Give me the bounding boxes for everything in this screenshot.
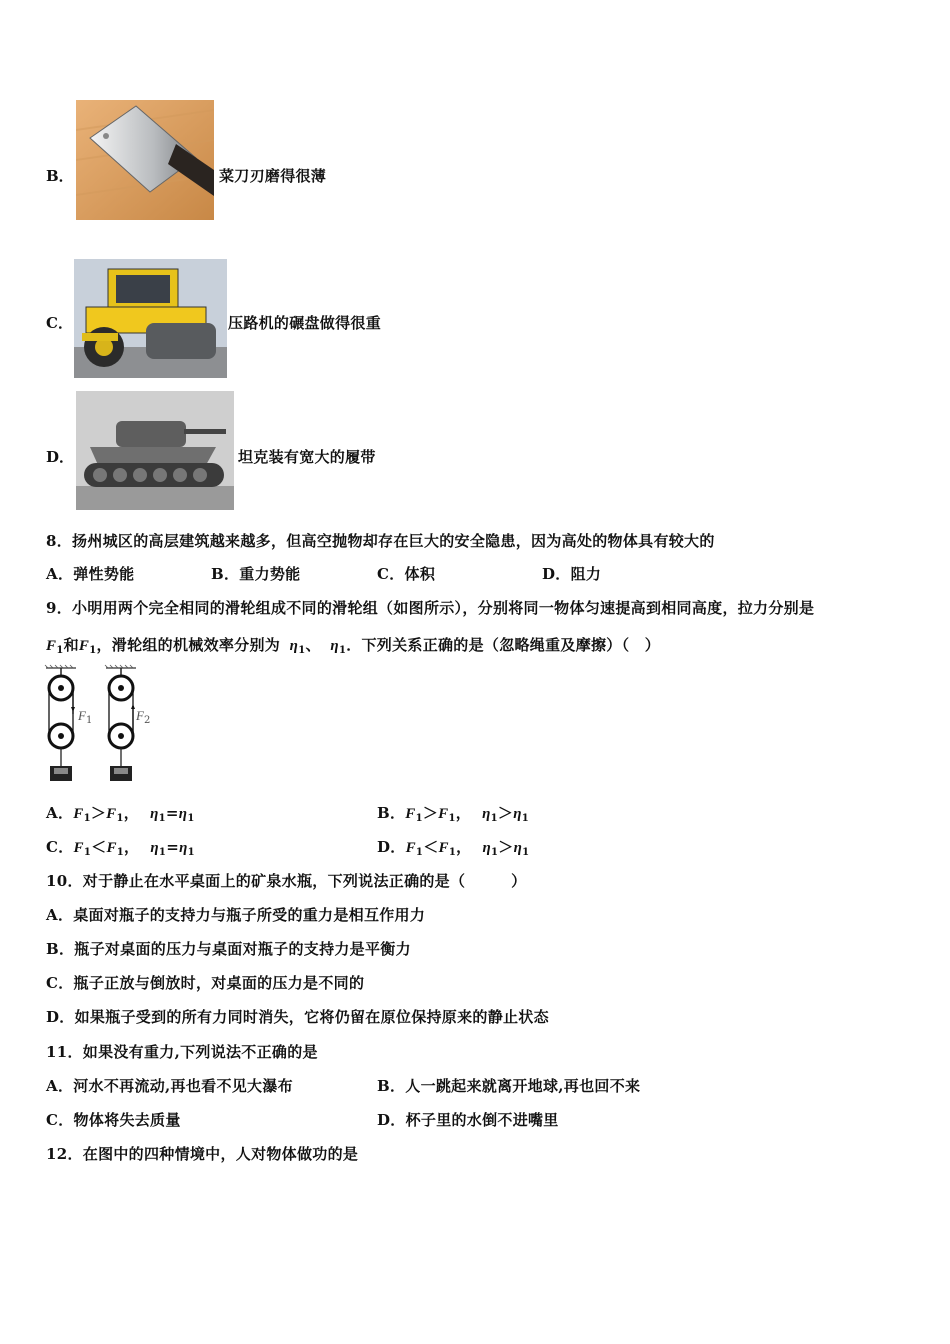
ceiling-hatch-left (45, 665, 76, 668)
option-d-letter: D． (46, 448, 75, 466)
q8-stem: 8．扬州城区的高层建筑越来越多，但高空抛物却存在巨大的安全隐患，因为高处的物体具有较大的 (46, 532, 715, 550)
road-roller-photo (74, 259, 227, 378)
figure-label-f2: $F_2$ (136, 708, 151, 726)
q9-option-b: B．$F_1>F_1$， $\eta_1>\eta_1$ (377, 804, 530, 824)
q11-option-a: A．河水不再流动,再也看不见大瀑布 (46, 1077, 293, 1095)
option-c-letter: C． (46, 314, 73, 332)
q12-stem: 12．在图中的四种情境中，人对物体做功的是 (46, 1145, 359, 1163)
cleaver-photo (76, 100, 214, 220)
q8-option-d: D．阻力 (542, 565, 602, 583)
q11-stem: 11．如果没有重力,下列说法不正确的是 (46, 1043, 318, 1061)
option-b-text: 菜刀刃磨得很薄 (219, 167, 327, 185)
q10-stem: 10．对于静止在水平桌面上的矿泉水瓶，下列说法正确的是（ ） (46, 872, 527, 890)
option-b-letter: B． (46, 167, 74, 185)
q10-option-d: D．如果瓶子受到的所有力同时消失，它将仍留在原位保持原来的静止状态 (46, 1008, 549, 1026)
q8-option-c: C．体积 (377, 565, 436, 583)
q11-option-c: C．物体将失去质量 (46, 1111, 181, 1129)
q9-option-d: D．$F_1<F_1$， $\eta_1>\eta_1$ (377, 838, 530, 858)
figure-label-f1: $F_1$ (78, 708, 93, 726)
q10-option-a: A．桌面对瓶子的支持力与瓶子所受的重力是相互作用力 (46, 906, 426, 924)
ceiling-hatch-right (105, 665, 136, 668)
q9-stem-line2: $F_1$和$F_1$，滑轮组的机械效率分别为 $\eta_1$、 $\eta_1$．下列关系正确的是（忽略绳重及摩擦）（ ） (46, 636, 661, 656)
q9-stem-line1: 9．小明用两个完全相同的滑轮组成不同的滑轮组（如图所示），分别将同一物体匀速提高到相同高度，拉力分别是 (46, 599, 815, 617)
q10-option-c: C．瓶子正放与倒放时，对桌面的压力是不同的 (46, 974, 365, 992)
q11-option-d: D．杯子里的水倒不进嘴里 (377, 1111, 559, 1129)
q10-option-b: B．瓶子对桌面的压力与桌面对瓶子的支持力是平衡力 (46, 940, 411, 958)
q8-option-b: B．重力势能 (211, 565, 301, 583)
pulley-diagram (40, 664, 170, 786)
option-c-text: 压路机的碾盘做得很重 (228, 314, 382, 332)
q9-option-a: A．$F_1>F_1$， $\eta_1=\eta_1$ (46, 804, 195, 824)
q11-option-b: B．人一跳起来就离开地球,再也回不来 (377, 1077, 641, 1095)
q9-option-c: C．$F_1<F_1$， $\eta_1=\eta_1$ (46, 838, 195, 858)
q8-option-a: A．弹性势能 (46, 565, 135, 583)
option-d-text: 坦克装有宽大的履带 (238, 448, 376, 466)
tank-photo (76, 391, 234, 510)
